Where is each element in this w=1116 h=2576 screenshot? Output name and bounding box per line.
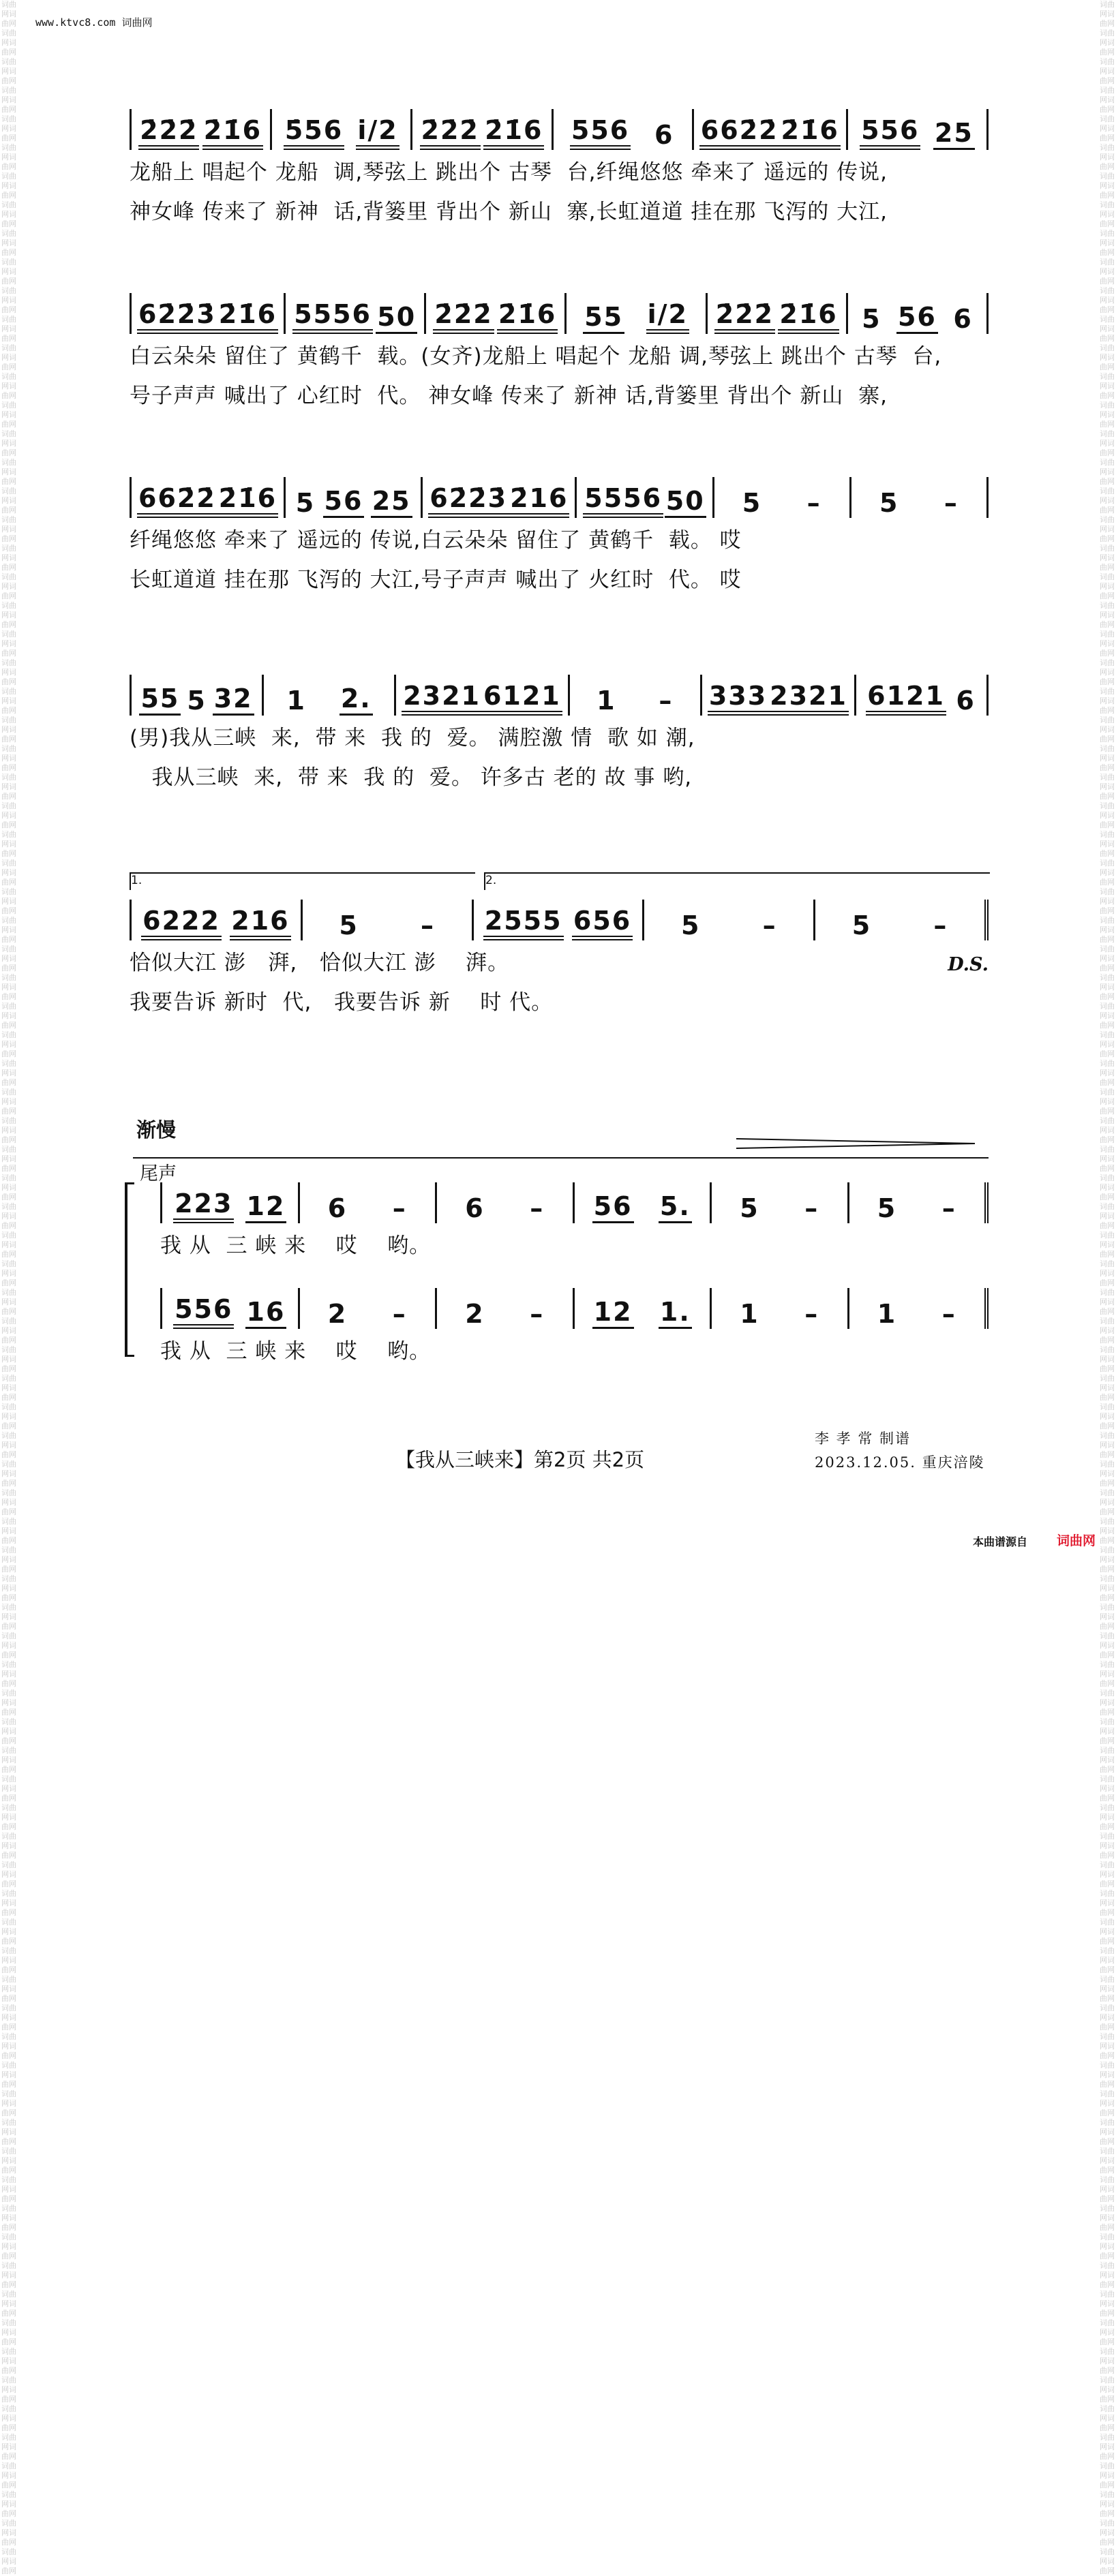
lyrics-verse-1: 纤绳悠悠 牵来了 遥远的 传说,白云朵朵 留住了 黄鹤千 载。 哎 bbox=[130, 527, 742, 553]
note-group: 2 bbox=[327, 1299, 348, 1329]
note-group: 25 bbox=[371, 486, 412, 518]
measure bbox=[300, 1182, 438, 1223]
score-system-3 bbox=[130, 477, 989, 597]
note-group: 12 bbox=[592, 1297, 634, 1329]
note-group: 2̇1̇6 bbox=[778, 299, 839, 334]
coda-lower-notes bbox=[160, 1288, 989, 1329]
side-watermark-right: 词曲网词曲网词曲网词曲网词曲网词曲网词曲网词曲网词曲网词曲网词曲网词曲网词曲网词曲网词曲网词曲网词曲网词曲网词曲网词曲网词曲网词曲网词曲网词曲网词曲网词曲网词曲网词曲网词曲网词曲网词曲网词曲网词曲网词曲网词曲网词曲网词曲网词曲网词曲网词曲网词曲网词曲网词曲网词曲网词曲网词曲网词曲网词曲网词曲网词曲网词曲网词曲网词曲网词曲网词曲网词曲网词曲网词曲网词曲网词曲网词曲网词曲网词曲网词曲网词曲网词曲网词曲网词曲网词曲网词曲网词曲网词曲网词曲网词曲网词曲网词曲网词曲网词曲网词曲网词曲网词曲网词曲网词曲网词曲网词曲网词曲网词曲网词曲网词曲网词曲网词曲网词曲网词曲网词曲网词曲网词曲网词曲网词曲网词曲网词曲网词曲网词曲网词曲网词曲网词曲网词曲网词曲网词曲网词曲网词曲网词曲网词曲网词曲网词曲网词曲网词曲网词曲网词曲网词曲网词曲网词曲网词曲网词曲网词曲网词曲网词曲网词曲网词曲网词曲网词曲网词曲网词曲网词曲网词曲网词曲网词曲网词曲网词曲网词曲网词曲网词曲网词曲网词曲网词曲网词曲网词曲网词曲网词曲网词曲网词曲网词曲网词曲网词曲网词曲网词曲网词曲网词曲网词曲网词曲网词曲网词曲网词曲网词曲网词曲网词曲网词曲网词曲网词曲网词曲网词曲网词曲网词曲网词曲网词曲网词曲网词曲网词曲网词曲网词曲网词曲网 bbox=[1100, 0, 1115, 2575]
note-group: 333 bbox=[708, 681, 768, 716]
note-group: 5 bbox=[339, 910, 359, 940]
note-group: 1 bbox=[740, 1299, 759, 1329]
note-group: – bbox=[530, 1299, 545, 1329]
source-label: 本曲谱源自 bbox=[972, 1535, 1027, 1548]
measure bbox=[849, 1288, 989, 1329]
note-group: 62̇2̇3̇ bbox=[137, 299, 217, 334]
note-group: 2̇1̇6 bbox=[217, 483, 278, 518]
note-group: – bbox=[941, 1193, 956, 1223]
measure bbox=[160, 1182, 300, 1223]
coda-staff-upper bbox=[160, 1182, 989, 1263]
note-group: 5556 bbox=[292, 299, 373, 334]
credit-date-place: 2023.12.05. 重庆涪陵 bbox=[815, 1454, 985, 1471]
note-group: 2̇1̇6 bbox=[202, 115, 263, 150]
score-system-2 bbox=[130, 293, 989, 413]
note-group: 5 bbox=[742, 488, 762, 518]
note-group: 62̇2̇3̇ bbox=[428, 483, 509, 518]
note-group: 6121 bbox=[866, 681, 946, 716]
measure bbox=[160, 1288, 300, 1329]
lyrics-verse-2: 神女峰 传来了 新神 话,背篓里 背出个 新山 寨,长虹道道 挂在那 飞泻的 大江, bbox=[130, 199, 888, 224]
note-group: 56 bbox=[323, 486, 365, 518]
note-group: 2. bbox=[340, 684, 373, 716]
coda-upper-notes bbox=[160, 1182, 989, 1223]
lyrics-verse-1: 恰似大江 澎 湃, 恰似大江 澎 湃。 bbox=[130, 950, 510, 975]
measure bbox=[130, 477, 286, 518]
note-group: – bbox=[933, 910, 948, 940]
lyrics-verse-1: 龙船上 唱起个 龙船 调,琴弦上 跳出个 古琴 台,纤绳悠悠 牵来了 遥远的 传说, bbox=[130, 159, 888, 185]
decrescendo-hairpin bbox=[736, 1138, 975, 1146]
note-group: 1 bbox=[597, 686, 616, 716]
note-group: 56 bbox=[896, 302, 938, 334]
tempo-marking: 渐慢 bbox=[136, 1118, 177, 1141]
note-group: 556 bbox=[570, 115, 631, 150]
measure bbox=[712, 1288, 849, 1329]
measure bbox=[130, 109, 272, 150]
note-group: 556 bbox=[860, 115, 920, 150]
coda-lyrics-upper: 我 从 三 峡 来 哎 哟。 bbox=[160, 1233, 432, 1258]
measure bbox=[856, 675, 989, 716]
note-group: 6121 bbox=[482, 681, 562, 716]
note-group: 662̇2̇ bbox=[137, 483, 217, 518]
measure bbox=[300, 1288, 438, 1329]
note-group: – bbox=[392, 1299, 407, 1329]
score-system-5 bbox=[130, 874, 989, 1019]
brand-logo[interactable]: 词曲网 bbox=[1056, 1533, 1096, 1548]
note-group: 1 bbox=[877, 1299, 897, 1329]
measure bbox=[264, 675, 396, 716]
note-group: 6 bbox=[654, 120, 674, 150]
note-group: 5 bbox=[187, 686, 207, 716]
measure bbox=[437, 1288, 575, 1329]
lyrics-verse-2: 号子声声 喊出了 心红时 代。 神女峰 传来了 新神 话,背篓里 背出个 新山 寨, bbox=[130, 383, 888, 408]
note-group: 6 bbox=[953, 304, 973, 334]
measure bbox=[712, 1182, 849, 1223]
measure bbox=[286, 293, 426, 334]
note-group: 5̇56 bbox=[284, 115, 344, 150]
measure bbox=[130, 293, 286, 334]
note-group: – bbox=[659, 686, 674, 716]
lyrics-verse-2: 长虹道道 挂在那 飞泻的 大江,号子声声 喊出了 火红时 代。 哎 bbox=[130, 567, 742, 592]
footer-title: 【我从三峡来】第2页 共2页 bbox=[395, 1448, 645, 1471]
measure bbox=[694, 109, 848, 150]
note-group: 16 bbox=[245, 1297, 287, 1329]
measure bbox=[286, 477, 423, 518]
lyrics-verse-2: 我从三峡 来, 带 来 我 的 爱。 许多古 老的 故 事 哟, bbox=[130, 765, 693, 790]
coda-bracket-line bbox=[133, 1157, 989, 1159]
note-group: i/2 bbox=[646, 299, 689, 334]
note-group: 2̇1̇6 bbox=[217, 299, 278, 334]
measure bbox=[272, 109, 412, 150]
system-3-notes bbox=[130, 477, 989, 518]
note-group: – bbox=[944, 488, 959, 518]
note-group: 6 bbox=[327, 1193, 348, 1223]
measure bbox=[426, 293, 567, 334]
note-group: 55 bbox=[139, 684, 181, 716]
note-group: 6 bbox=[956, 686, 976, 716]
volta-1: 1. bbox=[130, 872, 475, 890]
note-group: 223 bbox=[173, 1189, 234, 1223]
note-group: 556 bbox=[173, 1294, 234, 1329]
system-1-notes bbox=[130, 109, 989, 150]
note-group: 50 bbox=[376, 302, 417, 334]
measure bbox=[708, 293, 848, 334]
score-system-4 bbox=[130, 675, 989, 795]
note-group: – bbox=[392, 1193, 407, 1223]
note-group: 662̇2̇ bbox=[699, 115, 780, 150]
measure bbox=[577, 477, 714, 518]
note-group: 2 bbox=[465, 1299, 485, 1329]
lyrics-verse-1: 白云朵朵 留住了 黄鹤千 载。(女齐)龙船上 唱起个 龙船 调,琴弦上 跳出个 古琴 台, bbox=[130, 343, 942, 369]
note-group: 5556 bbox=[583, 483, 663, 518]
measure bbox=[848, 293, 989, 334]
note-group: 2̇2̇2̇ bbox=[138, 115, 199, 150]
measure bbox=[848, 109, 989, 150]
system-5-notes bbox=[130, 900, 989, 940]
note-group: 5 bbox=[295, 488, 316, 518]
measure bbox=[474, 900, 645, 940]
note-group: 2̇2̇2̇ bbox=[433, 299, 494, 334]
measure bbox=[702, 675, 856, 716]
measure bbox=[644, 900, 815, 940]
dal-segno-marking: D.S. bbox=[948, 954, 989, 975]
credit-arranger: 李 孝 常 制谱 bbox=[815, 1430, 911, 1447]
note-group: 2̇1̇6 bbox=[483, 115, 544, 150]
staff-brace bbox=[125, 1182, 134, 1357]
measure bbox=[303, 900, 474, 940]
note-group: 5 bbox=[851, 910, 872, 940]
note-group: 56 bbox=[592, 1191, 634, 1223]
coda-staff-lower bbox=[160, 1288, 989, 1368]
note-group: – bbox=[762, 910, 777, 940]
note-group: 5 bbox=[680, 910, 701, 940]
volta-2: 2. bbox=[484, 872, 990, 890]
note-group: 2555 bbox=[483, 906, 564, 940]
side-watermark-left: 词曲网词曲网词曲网词曲网词曲网词曲网词曲网词曲网词曲网词曲网词曲网词曲网词曲网词曲网词曲网词曲网词曲网词曲网词曲网词曲网词曲网词曲网词曲网词曲网词曲网词曲网词曲网词曲网词曲网词曲网词曲网词曲网词曲网词曲网词曲网词曲网词曲网词曲网词曲网词曲网词曲网词曲网词曲网词曲网词曲网词曲网词曲网词曲网词曲网词曲网词曲网词曲网词曲网词曲网词曲网词曲网词曲网词曲网词曲网词曲网词曲网词曲网词曲网词曲网词曲网词曲网词曲网词曲网词曲网词曲网词曲网词曲网词曲网词曲网词曲网词曲网词曲网词曲网词曲网词曲网词曲网词曲网词曲网词曲网词曲网词曲网词曲网词曲网词曲网词曲网词曲网词曲网词曲网词曲网词曲网词曲网词曲网词曲网词曲网词曲网词曲网词曲网词曲网词曲网词曲网词曲网词曲网词曲网词曲网词曲网词曲网词曲网词曲网词曲网词曲网词曲网词曲网词曲网词曲网词曲网词曲网词曲网词曲网词曲网词曲网词曲网词曲网词曲网词曲网词曲网词曲网词曲网词曲网词曲网词曲网词曲网词曲网词曲网词曲网词曲网词曲网词曲网词曲网词曲网词曲网词曲网词曲网词曲网词曲网词曲网词曲网词曲网词曲网词曲网词曲网词曲网词曲网词曲网词曲网词曲网词曲网词曲网词曲网词曲网词曲网词曲网词曲网词曲网词曲网词曲网词曲网词曲网词曲网词曲网词曲网词曲网词曲网词曲网词曲网词曲网 bbox=[1, 0, 16, 2575]
measure bbox=[130, 675, 264, 716]
note-group: 25 bbox=[933, 118, 975, 150]
lyrics-verse-2: 我要告诉 新时 代, 我要告诉 新 时 代。 bbox=[130, 990, 554, 1015]
note-group: 1 bbox=[286, 686, 306, 716]
note-group: 2321 bbox=[768, 681, 849, 716]
note-group: 5 bbox=[879, 488, 899, 518]
note-group: 2̇1̇6 bbox=[780, 115, 841, 150]
note-group: 2̇2̇2̇ bbox=[420, 115, 481, 150]
note-group: 6 bbox=[465, 1193, 485, 1223]
note-group: – bbox=[941, 1299, 956, 1329]
coda-label: 尾声 bbox=[140, 1163, 177, 1184]
note-group: 656 bbox=[572, 906, 633, 940]
note-group: 32 bbox=[213, 684, 254, 716]
measure bbox=[437, 1182, 575, 1223]
lyrics-verse-1: (男)我从三峡 来, 带 来 我 的 爱。 满腔激 情 歌 如 潮, bbox=[130, 725, 695, 750]
system-4-notes bbox=[130, 675, 989, 716]
measure bbox=[849, 1182, 989, 1223]
system-2-notes bbox=[130, 293, 989, 334]
measure bbox=[714, 477, 851, 518]
note-group: 1. bbox=[659, 1297, 692, 1329]
note-group: 5. bbox=[659, 1191, 692, 1223]
note-group: 6222 bbox=[141, 906, 222, 940]
measure bbox=[554, 109, 694, 150]
measure bbox=[815, 900, 989, 940]
note-group: – bbox=[421, 910, 435, 940]
note-group: 2̇16 bbox=[509, 483, 569, 518]
note-group: 5 bbox=[740, 1193, 759, 1223]
note-group: 2̇1̇6 bbox=[497, 299, 558, 334]
note-group: – bbox=[530, 1193, 545, 1223]
note-group: 2̇2̇2̇ bbox=[714, 299, 775, 334]
measure bbox=[570, 675, 702, 716]
note-group: 5 bbox=[862, 304, 881, 334]
note-group: 55 bbox=[583, 302, 624, 334]
measure bbox=[567, 293, 707, 334]
score-system-1 bbox=[130, 109, 989, 229]
note-group: – bbox=[806, 488, 821, 518]
measure bbox=[396, 675, 570, 716]
coda-lyrics-lower: 我 从 三 峡 来 哎 哟。 bbox=[160, 1338, 432, 1364]
site-url[interactable]: www.ktvc8.com 词曲网 bbox=[35, 16, 153, 29]
note-group: 216 bbox=[230, 906, 290, 940]
measure bbox=[575, 1288, 712, 1329]
measure bbox=[575, 1182, 712, 1223]
measure bbox=[412, 109, 553, 150]
note-group: 50 bbox=[665, 486, 706, 518]
note-group: 2321 bbox=[402, 681, 482, 716]
measure bbox=[423, 477, 577, 518]
note-group: – bbox=[804, 1299, 819, 1329]
note-group: – bbox=[804, 1193, 819, 1223]
note-group: 5 bbox=[877, 1193, 897, 1223]
note-group: i/2 bbox=[356, 115, 399, 150]
measure bbox=[851, 477, 989, 518]
measure bbox=[130, 900, 303, 940]
note-group: 12 bbox=[245, 1191, 287, 1223]
